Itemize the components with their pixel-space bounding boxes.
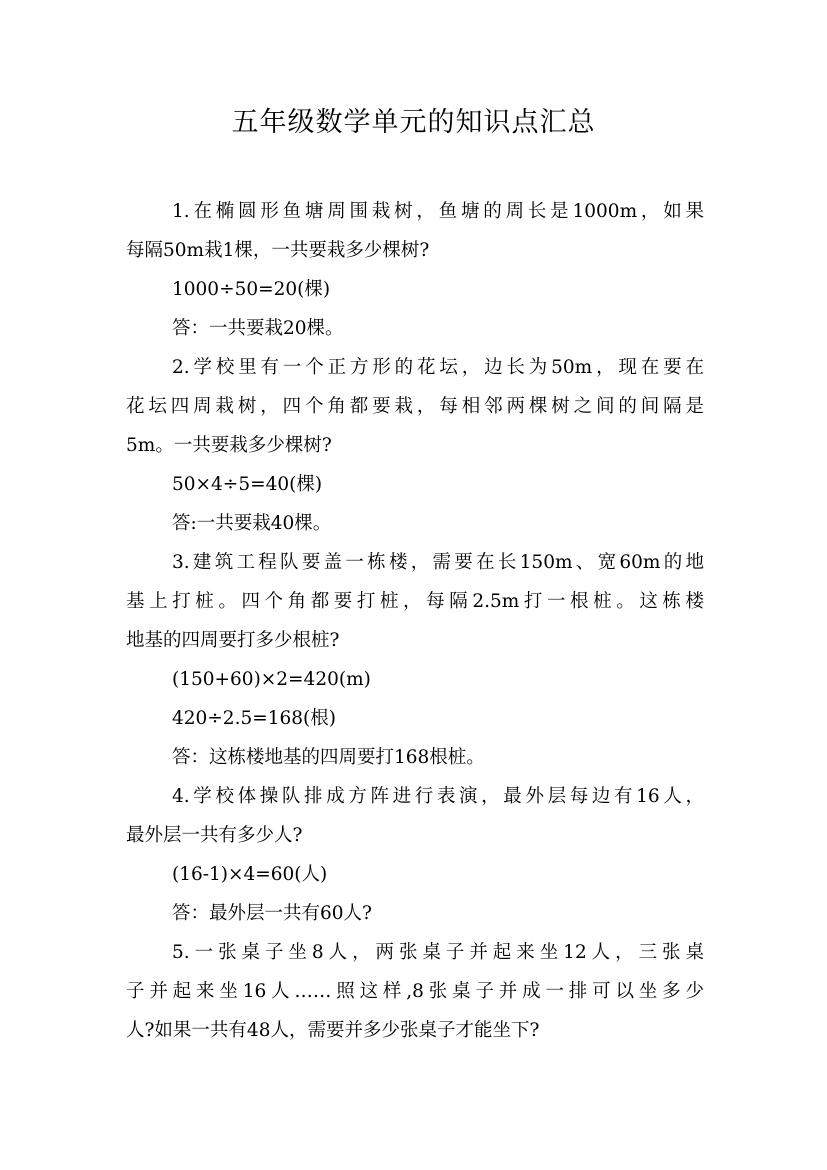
document-title: 五年级数学单元的知识点汇总 — [231, 107, 596, 138]
calculation-line: 50×4÷5=40(棵) — [172, 474, 323, 495]
paragraph-line: 地基的四周要打多少根桩? — [126, 630, 340, 651]
calculation-line: 420÷2.5=168(根) — [172, 708, 336, 729]
answer-line: 答:一共要栽40棵。 — [172, 513, 332, 534]
paragraph-line: 1.在椭圆形鱼塘周围栽树，鱼塘的周长是1000m，如果 — [172, 201, 704, 222]
calculation-line: (150+60)×2=420(m) — [172, 669, 371, 690]
paragraph-line: 3.建筑工程队要盖一栋楼，需要在长150m、宽60m的地 — [172, 552, 704, 573]
paragraph-line: 子并起来坐16人……照这样,8张桌子并成一排可以坐多少 — [126, 981, 704, 1002]
paragraph-line: 人?如果一共有48人，需要并多少张桌子才能坐下? — [126, 1020, 540, 1041]
paragraph-line: 每隔50m栽1棵，一共要栽多少棵树? — [126, 240, 430, 261]
answer-line: 答：一共要栽20棵。 — [172, 318, 344, 339]
calculation-line: 1000÷50=20(棵) — [172, 279, 331, 300]
document-body — [126, 192, 704, 1050]
calculation-line: (16-1)×4=60(人) — [172, 864, 328, 885]
paragraph-line: 基上打桩。四个角都要打桩，每隔2.5m打一根桩。这栋楼 — [126, 591, 704, 612]
answer-line: 答：最外层一共有60人? — [172, 903, 372, 924]
paragraph-line: 4.学校体操队排成方阵进行表演，最外层每边有16人， — [172, 786, 704, 807]
paragraph-line: 5m。一共要栽多少棵树? — [126, 435, 332, 456]
paragraph-line: 2.学校里有一个正方形的花坛，边长为50m，现在要在 — [172, 357, 704, 378]
paragraph-line: 最外层一共有多少人? — [126, 825, 303, 846]
paragraph-line: 花坛四周栽树，四个角都要栽，每相邻两棵树之间的间隔是 — [126, 396, 704, 417]
answer-line: 答：这栋楼地基的四周要打168根桩。 — [172, 747, 485, 768]
paragraph-line: 5.一张桌子坐8人，两张桌子并起来坐12人，三张桌 — [172, 942, 704, 963]
